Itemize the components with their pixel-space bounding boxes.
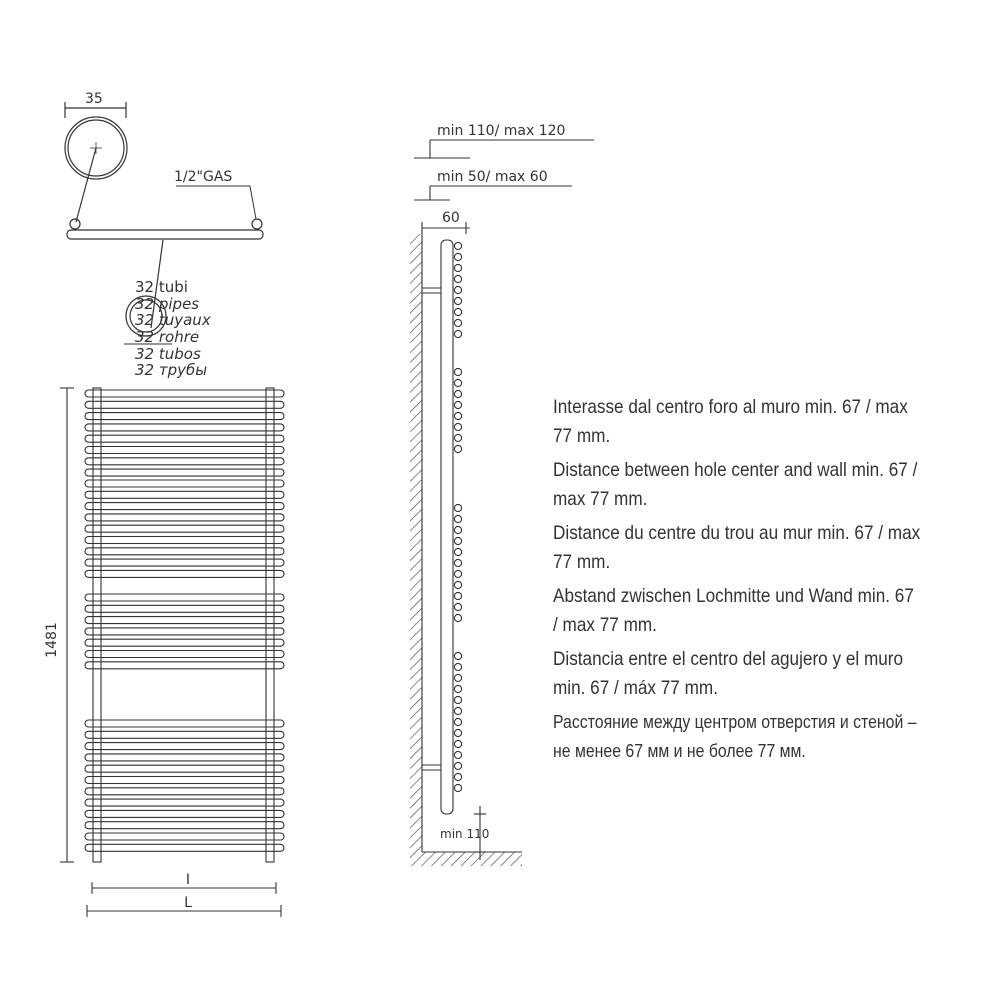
collector-bar [67,230,263,239]
side-tube-15 [454,434,461,441]
pipe-label-en: 32 pipes [135,295,200,313]
side-dim-3-label: 60 [442,210,460,226]
side-tube-19 [454,526,461,533]
front-tube-20 [85,628,284,635]
description-ru: Расстояние между центром отверстия и стеной – не менее 67 мм и не более 77 мм. [553,712,917,761]
side-tube-20 [454,537,461,544]
right-valve [252,219,262,229]
side-tube-11 [454,390,461,397]
pipe-label-de: 32 rohre [135,328,200,346]
front-tube-4 [85,435,284,442]
side-tube-14 [454,423,461,430]
side-tube-26 [454,603,461,610]
front-tube-1 [85,401,284,408]
bracket-line [76,148,96,222]
side-dim-1-label: min 110/ max 120 [437,123,566,139]
side-tube-36 [454,740,461,747]
description-de: Abstand zwischen Lochmitte und Wand min. 67 / max 77 mm. [553,585,914,636]
side-tubes-group [454,242,461,791]
side-tube-17 [454,504,461,511]
side-dim-2-label: min 50/ max 60 [437,169,548,185]
front-tube-14 [85,548,284,555]
description-es: Distancia entre el centro del agujero y el muro min. 67 / máx 77 mm. [553,648,904,699]
front-tube-26 [85,743,284,750]
front-tube-27 [85,754,284,761]
connection-label: 1/2"GAS [174,169,233,185]
floor-hatch [422,852,522,866]
front-tube-6 [85,458,284,465]
side-tube-12 [454,401,461,408]
side-tube-29 [454,663,461,670]
front-tube-3 [85,424,284,431]
side-tube-16 [454,445,461,452]
front-tube-16 [85,570,284,577]
side-tube-39 [454,773,461,780]
front-tube-31 [85,799,284,806]
diameter-label: 35 [85,91,103,107]
pipe-label-it: 32 tubi [135,278,188,296]
height-label: 1481 [44,622,60,658]
side-tube-1 [454,253,461,260]
side-tube-25 [454,592,461,599]
front-tube-33 [85,822,284,829]
front-tube-19 [85,617,284,624]
side-tube-31 [454,685,461,692]
side-tube-34 [454,718,461,725]
description-it: Interasse dal centro foro al muro min. 67 / max 77 mm. [553,396,908,447]
front-tube-2 [85,413,284,420]
side-tube-6 [454,308,461,315]
description-en: Distance between hole center and wall min. 67 / max 77 mm. [553,459,918,510]
side-collector [441,240,453,814]
inner-width-label: I [185,872,191,888]
side-tube-3 [454,275,461,282]
left-valve [70,219,80,229]
side-tube-35 [454,729,461,736]
front-tube-22 [85,651,284,658]
left-collector [93,388,101,862]
side-tube-8 [454,330,461,337]
front-tube-15 [85,559,284,566]
total-width-label: L [184,895,192,911]
side-tube-2 [454,264,461,271]
front-tube-0 [85,390,284,397]
side-tube-9 [454,368,461,375]
front-tube-23 [85,662,284,669]
side-tube-5 [454,297,461,304]
side-tube-37 [454,751,461,758]
front-tube-11 [85,514,284,521]
front-tube-35 [85,844,284,851]
side-tube-27 [454,614,461,621]
front-tube-32 [85,810,284,817]
front-tube-13 [85,537,284,544]
front-tube-9 [85,491,284,498]
front-view [60,388,284,917]
front-tube-28 [85,765,284,772]
side-tube-24 [454,581,461,588]
side-tube-4 [454,286,461,293]
wall-hatch [410,234,422,866]
side-tube-40 [454,784,461,791]
front-tube-17 [85,594,284,601]
front-tube-18 [85,605,284,612]
pipe-label-fr: 32 tuyaux [135,311,211,329]
side-tube-21 [454,548,461,555]
pipe-labels [135,278,211,379]
side-tube-38 [454,762,461,769]
side-tube-30 [454,674,461,681]
side-tube-33 [454,707,461,714]
side-tube-32 [454,696,461,703]
tubes-group [85,390,284,851]
right-collector [266,388,274,862]
front-tube-7 [85,469,284,476]
side-tube-28 [454,652,461,659]
side-tube-23 [454,570,461,577]
pipe-label-es: 32 tubos [135,345,201,363]
front-tube-30 [85,788,284,795]
front-tube-21 [85,639,284,646]
front-tube-12 [85,525,284,532]
front-tube-5 [85,447,284,454]
description-block [553,393,923,771]
side-tube-10 [454,379,461,386]
front-tube-34 [85,833,284,840]
side-tube-0 [454,242,461,249]
pipe-label-ru: 32 трубы [135,361,208,379]
side-tube-18 [454,515,461,522]
description-fr: Distance du centre du trou au mur min. 67 / max 77 mm. [553,522,921,573]
front-tube-25 [85,731,284,738]
side-tube-22 [454,559,461,566]
side-tube-7 [454,319,461,326]
side-dim-bottom-label: min 110 [440,827,490,841]
front-tube-24 [85,720,284,727]
side-tube-13 [454,412,461,419]
front-tube-10 [85,503,284,510]
front-tube-8 [85,480,284,487]
front-tube-29 [85,777,284,784]
